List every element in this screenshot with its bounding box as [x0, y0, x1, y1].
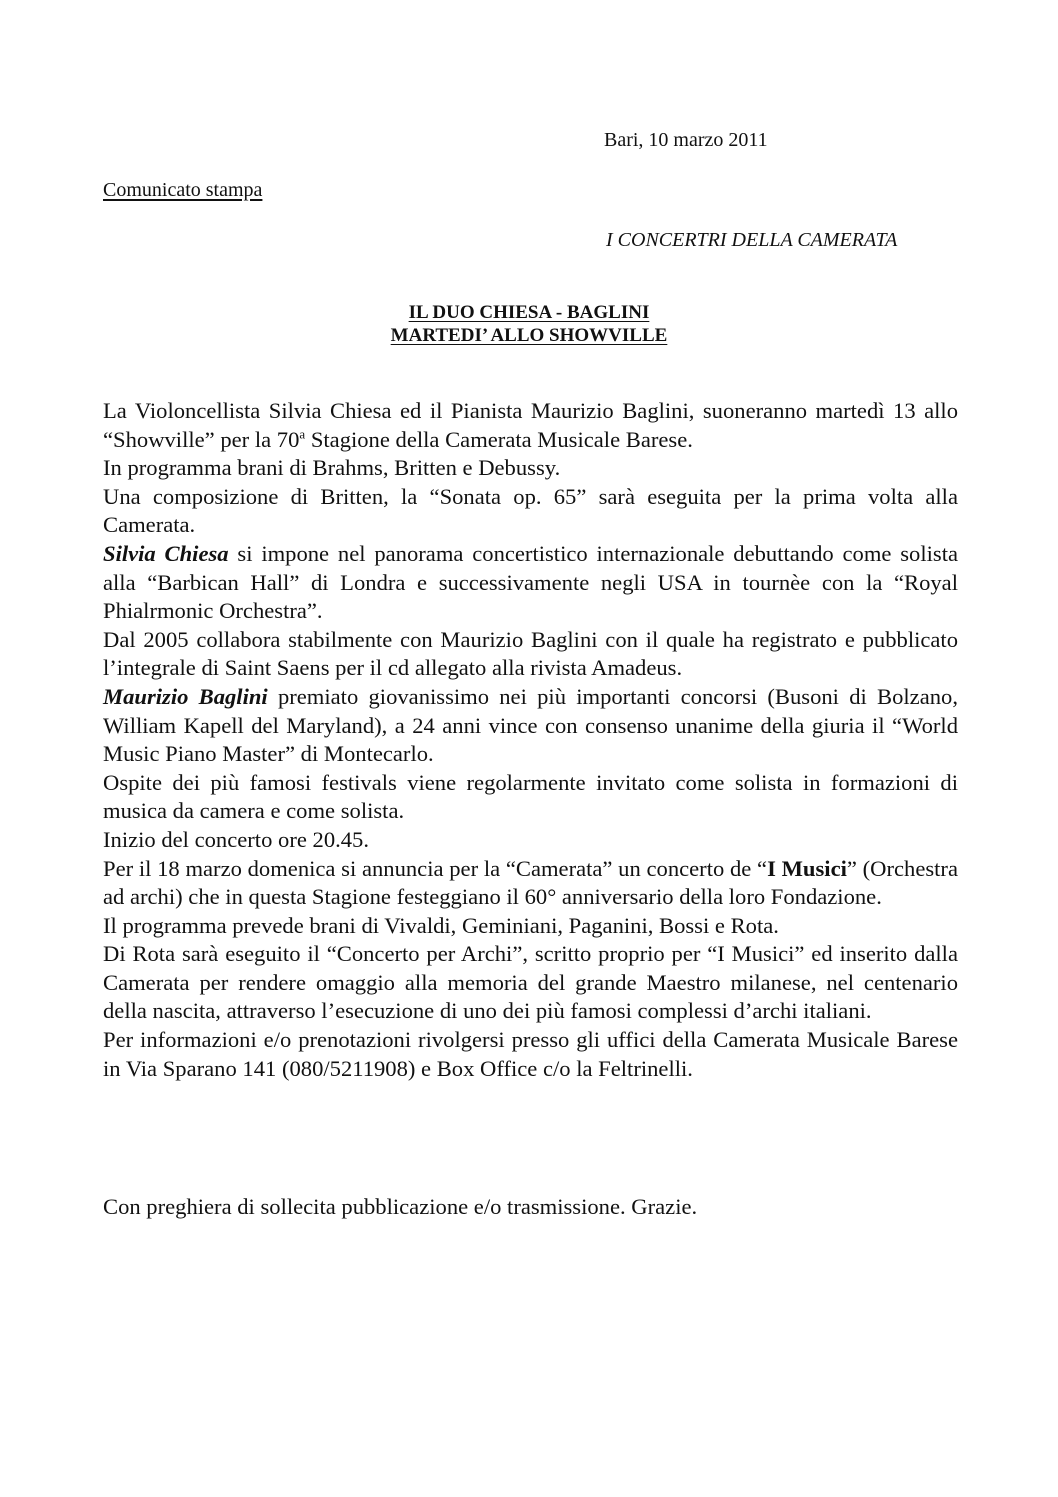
ensemble-name-i-musici: I Musici — [767, 855, 847, 881]
paragraph-info: Per informazioni e/o prenotazioni rivolgersi presso gli uffici della Camerata Musicale Barese in Via Sparano 141 (080/5211908) e Box Office c/o la Feltrinelli. — [103, 1027, 958, 1081]
press-release-body — [103, 397, 958, 1083]
paragraph-festivals: Ospite dei più famosi festivals viene regolarmente invitato come solista in formazioni di musica da camera e come solista. — [103, 769, 958, 824]
paragraph-intro-text-b: Stagione della Camerata Musicale Barese. — [305, 426, 693, 452]
paragraph-intro — [103, 397, 958, 454]
artist-name-baglini: Maurizio Baglini — [103, 683, 268, 709]
headline-line-1: IL DUO CHIESA - BAGLINI — [408, 302, 650, 323]
paragraph-program-2: Il programma prevede brani di Vivaldi, Geminiani, Paganini, Bossi e Rota. — [103, 912, 779, 938]
document-type-label: Comunicato stampa — [103, 179, 263, 201]
document-date: Bari, 10 marzo 2011 — [604, 129, 768, 151]
closing-line: Con preghiera di sollecita pubblicazione e/o trasmissione. Grazie. — [103, 1194, 698, 1219]
paragraph-chiesa-bio — [103, 540, 958, 626]
paragraph-chiesa-text: si impone nel panorama concertistico internazionale debuttando come solista alla “Barbican Hall” di Londra e successivamente negli USA in tournèe con la “Royal Phialrmonic Orchestra”. — [103, 540, 959, 624]
paragraph-intro-text-a: La Violoncellista Silvia Chiesa ed il Pianista Maurizio Baglini, suoneranno martedì 13 allo “Showville” per la 70 — [103, 398, 958, 452]
headline-line-2: MARTEDI’ ALLO SHOWVILLE — [390, 325, 668, 346]
paragraph-britten: Una composizione di Britten, la “Sonata op. 65” sarà eseguita per la prima volta alla Camerata. — [103, 483, 958, 538]
paragraph-baglini-bio — [103, 683, 958, 769]
paragraph-i-musici-text-a: Per il 18 marzo domenica si annuncia per la “Camerata” un concerto de “ — [103, 855, 768, 881]
paragraph-program: In programma brani di Brahms, Britten e Debussy. — [103, 455, 561, 481]
paragraph-i-musici — [103, 855, 958, 912]
paragraph-rota: Di Rota sarà eseguito il “Concerto per Archi”, scritto proprio per “I Musici” ed inserito dalla Camerata per rendere omaggio alla memoria del grande Maestro milanese, nel centenario della nascita, attraverso l’esecuzione di uno dei più famosi complessi d’archi italiani. — [103, 941, 958, 1024]
paragraph-collaboration: Dal 2005 collabora stabilmente con Maurizio Baglini con il quale ha registrato e pubblicato l’integrale di Saint Saens per il cd allegato alla rivista Amadeus. — [103, 626, 958, 681]
paragraph-start-time: Inizio del concerto ore 20.45. — [103, 826, 370, 852]
ordinal-superscript: a — [299, 426, 306, 442]
paragraph-baglini-text: premiato giovanissimo nei più importanti concorsi (Busoni di Bolzano, William Kapell del Maryland), a 24 anni vince con consenso unanime della giuria il “World Music Piano Master” di Montecarlo. — [103, 683, 958, 767]
concert-series-title: I CONCERTRI DELLA CAMERATA — [606, 229, 898, 251]
artist-name-chiesa: Silvia Chiesa — [103, 540, 229, 566]
paragraph-i-musici-text-b: ” (Orchestra ad archi) che in questa Stagione festeggiano il 60° anniversario della loro Fondazione. — [103, 855, 958, 910]
